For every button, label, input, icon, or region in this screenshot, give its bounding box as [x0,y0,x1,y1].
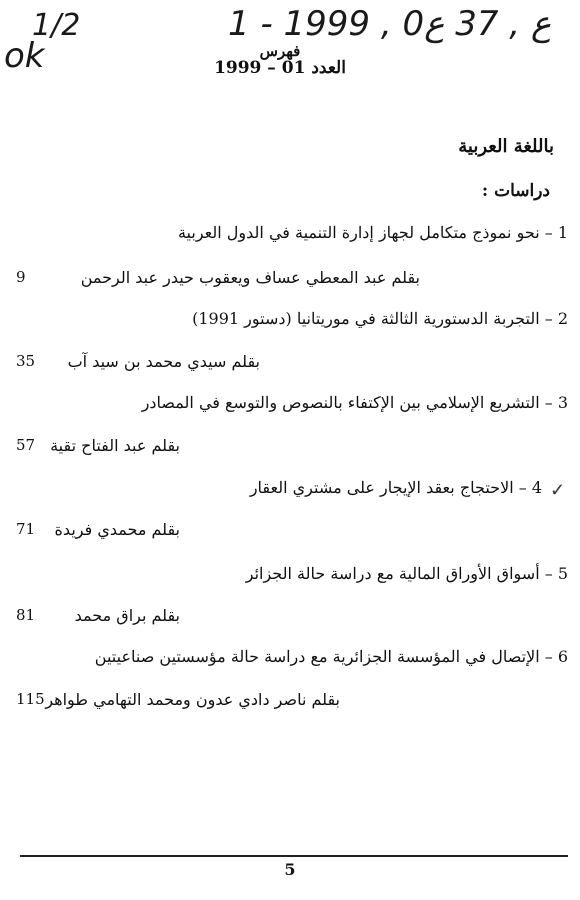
footer-rule [20,855,568,857]
entry-page-number: 115 [16,690,45,708]
studies-label: دراسات : [481,181,550,201]
entry-title: 4 – الاحتجاج بعقد الإيجار على مشتري العقار [249,478,542,497]
entry-author: بقلم براق محمد [74,606,180,625]
entry-page-number: 35 [16,352,36,370]
entry-page-number: 9 [16,268,26,286]
entry-author: بقلم سيدي محمد بن سيد آب [67,352,260,371]
entry-author-row [8,436,188,456]
entry-author: بقلم ناصر دادي عدون ومحمد التهامي طواهر [45,690,340,709]
entry-title: 6 – الإتصال في المؤسسة الجزائرية مع دراسة حالة مؤسستين صناعيتين [94,647,568,666]
handwritten-ok-mark: ok [4,36,45,76]
entry-title: 3 – التشريع الإسلامي بين الإكتفاء بالنصوص والتوسع في المصادر [141,393,568,412]
entry-author-row [8,352,268,372]
entry-title: 2 – التجربة الدستورية الثالثة في موريتانيا (دستور 1991) [192,309,568,328]
entry-author: بقلم محمدي فريدة [54,520,180,539]
entry-page-number: 71 [16,520,36,538]
index-title: فهرس [259,42,301,60]
handwritten-fraction: 1/2 [32,8,81,43]
entry-page-number: 57 [16,436,36,454]
entry-author-row [8,606,188,626]
entry-author: بقلم عبد الفتاح تقية [50,436,180,455]
entry-title: 1 – نحو نموذج متكامل لجهاز إدارة التنمية في الدول العربية [177,223,568,242]
entry-page-number: 81 [16,606,36,624]
entry-author-row [8,690,348,710]
handwritten-check-icon: ✓ [550,480,566,501]
section-heading: باللغة العربية [458,136,554,157]
page-number: 5 [284,860,296,879]
issue-line: العدد 01 – 1999 [214,58,346,78]
entry-author-row [8,520,188,540]
entry-author-row [8,268,428,288]
entry-author: بقلم عبد المعطي عساف ويعقوب حيدر عبد الرحمن [80,268,420,287]
entry-title: 5 – أسواق الأوراق المالية مع دراسة حالة الجزائر [245,564,568,583]
handwritten-reference: 1 - ع , 37 ع0 , 1999 [228,4,552,44]
